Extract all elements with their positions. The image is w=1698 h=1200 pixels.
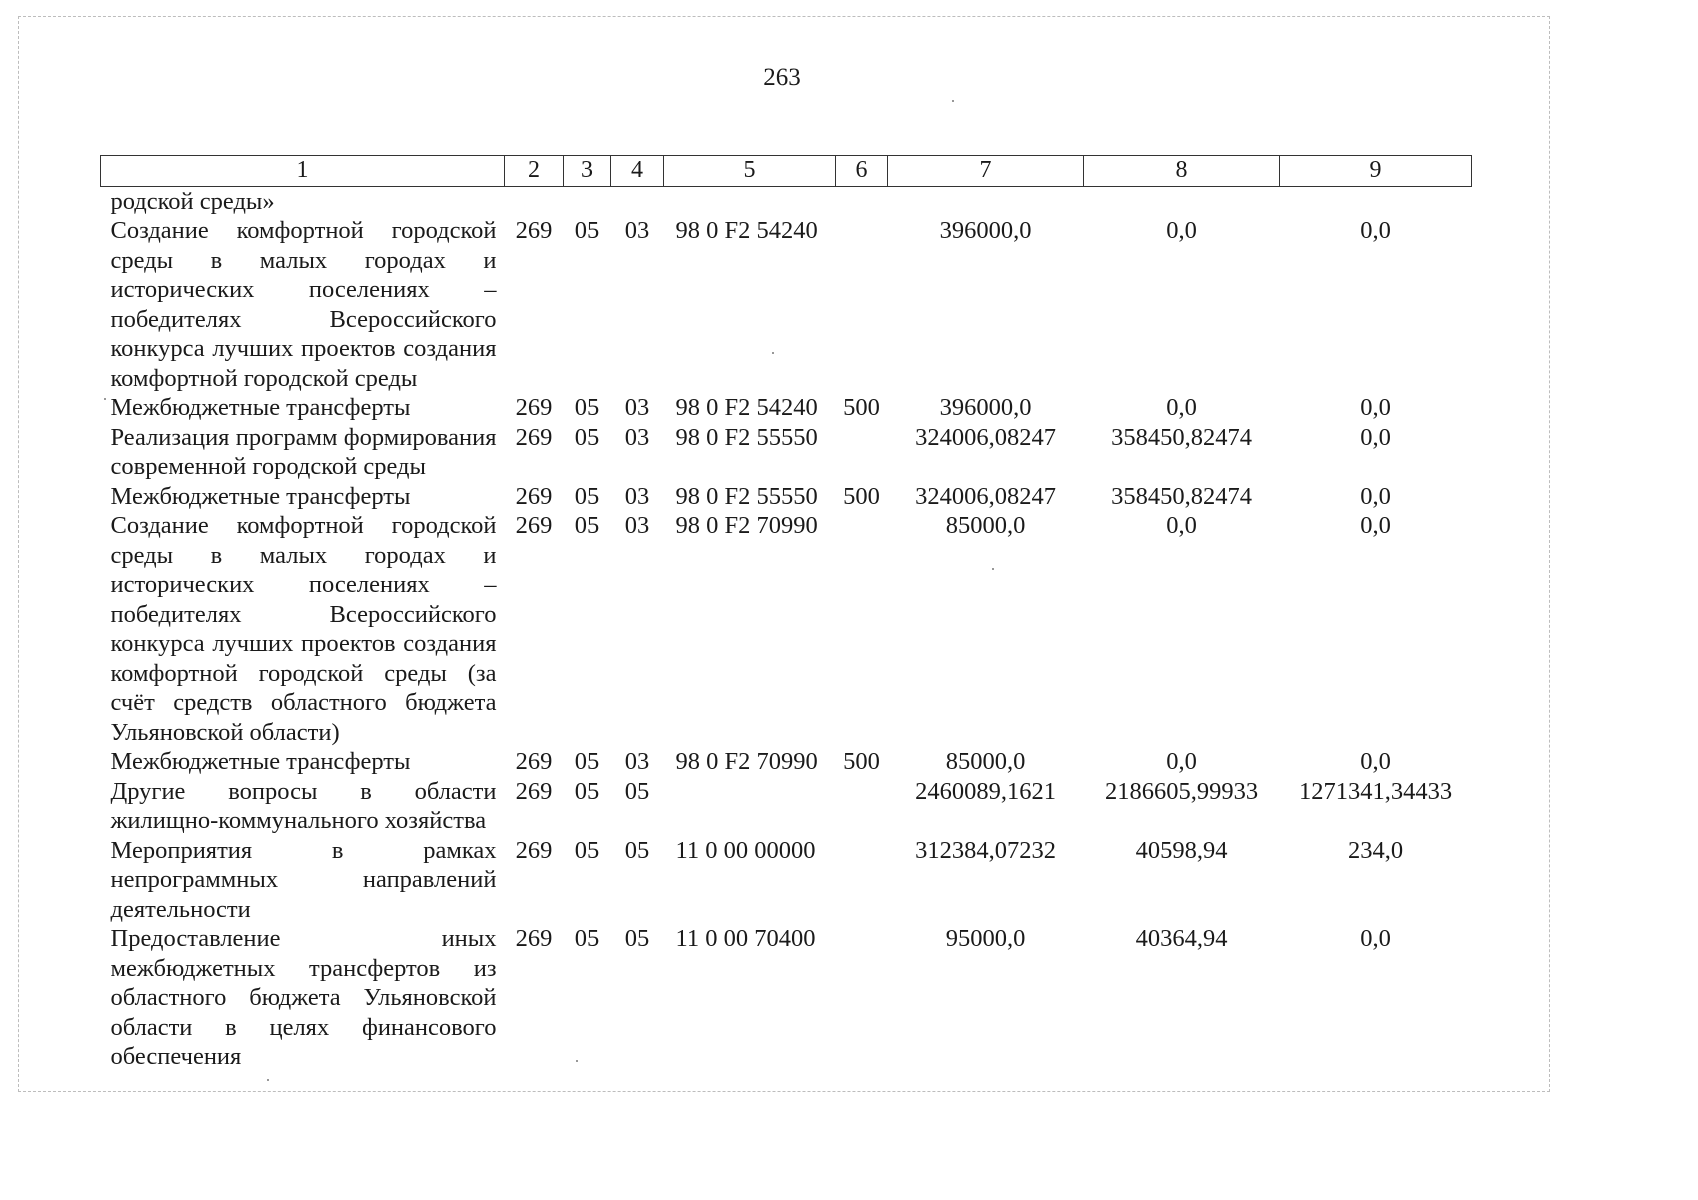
cell-ministry-code: 269 [515,925,553,952]
cell-expense-type: 500 [843,748,880,775]
row-description: Предоставление иных межбюджетных трансфертов из областного бюджета Ульяновской области в целях финансового обеспечения [110,925,497,1070]
header-cell: 7 [888,156,1084,187]
cell-section: 05 [574,482,600,510]
table-row [101,836,1472,925]
cell-amount-year1: 324006,08247 [915,423,1056,451]
cell-expense-type: 500 [843,394,880,421]
cell-expense-type [836,777,888,836]
cell-amount-year3: 1271341,34433 [1298,777,1453,805]
page-number: 263 [763,64,801,91]
table-row [101,511,1472,747]
cell-amount-year2: 40598,94 [1135,836,1228,864]
header-cell: 9 [1280,156,1472,187]
row-description: Реализация программ формирования современной городской среды [110,423,497,480]
cell-expense-type [836,924,888,1072]
cell-target-article: 11 0 00 00000 [675,836,816,864]
cell-ministry-code: 269 [515,423,553,451]
cell-amount-year2: 40364,94 [1135,925,1228,952]
scan-speck [267,1079,269,1081]
cell-amount-year2: 358450,82474 [1111,423,1252,451]
cell-amount-year1: 2460089,1621 [915,777,1056,805]
header-cell: 1 [101,156,505,187]
cell-amount-year1: 396000,0 [939,394,1032,421]
header-cell: 6 [836,156,888,187]
cell-amount-year3: 0,0 [1360,482,1391,510]
cell-expense-type [836,423,888,482]
cell-amount-year1: 85000,0 [945,748,1026,775]
table-row [101,747,1472,777]
table-row [101,777,1472,836]
cell-target-article: 98 0 F2 70990 [675,512,818,539]
cell-subsection: 03 [624,217,650,244]
cell-expense-type [836,836,888,925]
cell-amount-year2: 0,0 [1166,217,1197,244]
row-description: Мероприятия в рамках непрограммных направлений деятельности [110,836,497,923]
cell-section: 05 [574,925,600,952]
cell-target-article [664,777,836,836]
cell-ministry-code: 269 [515,512,553,539]
cell-amount-year3: 0,0 [1360,394,1391,421]
scan-speck [576,1060,578,1062]
header-cell: 2 [505,156,564,187]
header-cell: 3 [564,156,611,187]
table-row [101,216,1472,393]
cell-subsection: 03 [624,482,650,510]
cell-section: 05 [574,748,600,775]
cell-amount-year1: 95000,0 [945,925,1026,952]
cell-subsection: 03 [624,748,650,775]
scan-speck [952,100,954,102]
row-description: Межбюджетные трансферты [110,748,411,775]
cell-target-article: 98 0 F2 54240 [675,394,818,421]
table-row [101,423,1472,482]
continuation-text: родской среды» [110,187,275,215]
cell-amount-year1: 396000,0 [939,217,1032,244]
row-description: Создание комфортной городской среды в малых городах и исторических поселениях – победителях Всероссийского конкурса лучших проектов создания комфортной городской среды (за счёт средств областного бюджета Ульяновской области) [110,512,497,746]
cell-section: 05 [574,394,600,421]
cell-amount-year2: 2186605,99933 [1104,777,1259,805]
cell-ministry-code: 269 [515,217,553,244]
cell-subsection: 03 [624,394,650,421]
scan-speck [992,568,994,570]
scan-speck [104,398,106,400]
cell-ministry-code: 269 [515,836,553,864]
cell-amount-year2: 358450,82474 [1111,482,1252,510]
cell-amount-year3: 0,0 [1360,925,1391,952]
cell-expense-type: 500 [843,482,880,510]
header-row [101,156,1472,187]
cell-target-article: 98 0 F2 55550 [675,482,818,510]
table-row [101,482,1472,512]
row-description: Другие вопросы в области жилищно-коммунального хозяйства [110,777,497,834]
cell-amount-year3: 0,0 [1360,423,1391,451]
cell-target-article: 98 0 F2 54240 [675,217,818,244]
cell-amount-year3: 234,0 [1347,836,1404,864]
cell-subsection: 05 [624,925,650,952]
budget-table [100,155,1472,1072]
cell-amount-year3: 0,0 [1360,512,1391,539]
cell-ministry-code: 269 [515,748,553,775]
table-row [101,393,1472,423]
cell-ministry-code: 269 [515,482,553,510]
cell-subsection: 05 [624,836,650,864]
cell-section: 05 [574,423,600,451]
cell-ministry-code: 269 [515,394,553,421]
cell-ministry-code: 269 [515,777,553,805]
cell-amount-year3: 0,0 [1360,217,1391,244]
scan-speck [772,352,774,354]
cell-section: 05 [574,777,600,805]
cell-subsection: 03 [624,512,650,539]
cell-target-article: 98 0 F2 70990 [675,748,818,775]
cell-section: 05 [574,512,600,539]
cell-amount-year3: 0,0 [1360,748,1391,775]
cell-amount-year2: 0,0 [1166,394,1197,421]
row-description: Создание комфортной городской среды в малых городах и исторических поселениях – победителях Всероссийского конкурса лучших проектов создания комфортной городской среды [110,217,497,392]
table-row [101,924,1472,1072]
cell-amount-year2: 0,0 [1166,748,1197,775]
cell-section: 05 [574,836,600,864]
cell-expense-type [836,511,888,747]
cell-subsection: 03 [624,423,650,451]
cell-target-article: 11 0 00 70400 [675,925,816,952]
continuation-row [101,186,1472,216]
cell-section: 05 [574,217,600,244]
row-description: Межбюджетные трансферты [110,394,411,421]
header-cell: 5 [664,156,836,187]
cell-expense-type [836,216,888,393]
cell-amount-year1: 312384,07232 [915,836,1056,864]
cell-amount-year1: 85000,0 [945,512,1026,539]
cell-target-article: 98 0 F2 55550 [675,423,818,451]
cell-amount-year1: 324006,08247 [915,482,1056,510]
cell-subsection: 05 [624,777,650,805]
cell-amount-year2: 0,0 [1166,512,1197,539]
row-description: Межбюджетные трансферты [110,482,411,510]
header-cell: 4 [611,156,664,187]
header-cell: 8 [1084,156,1280,187]
